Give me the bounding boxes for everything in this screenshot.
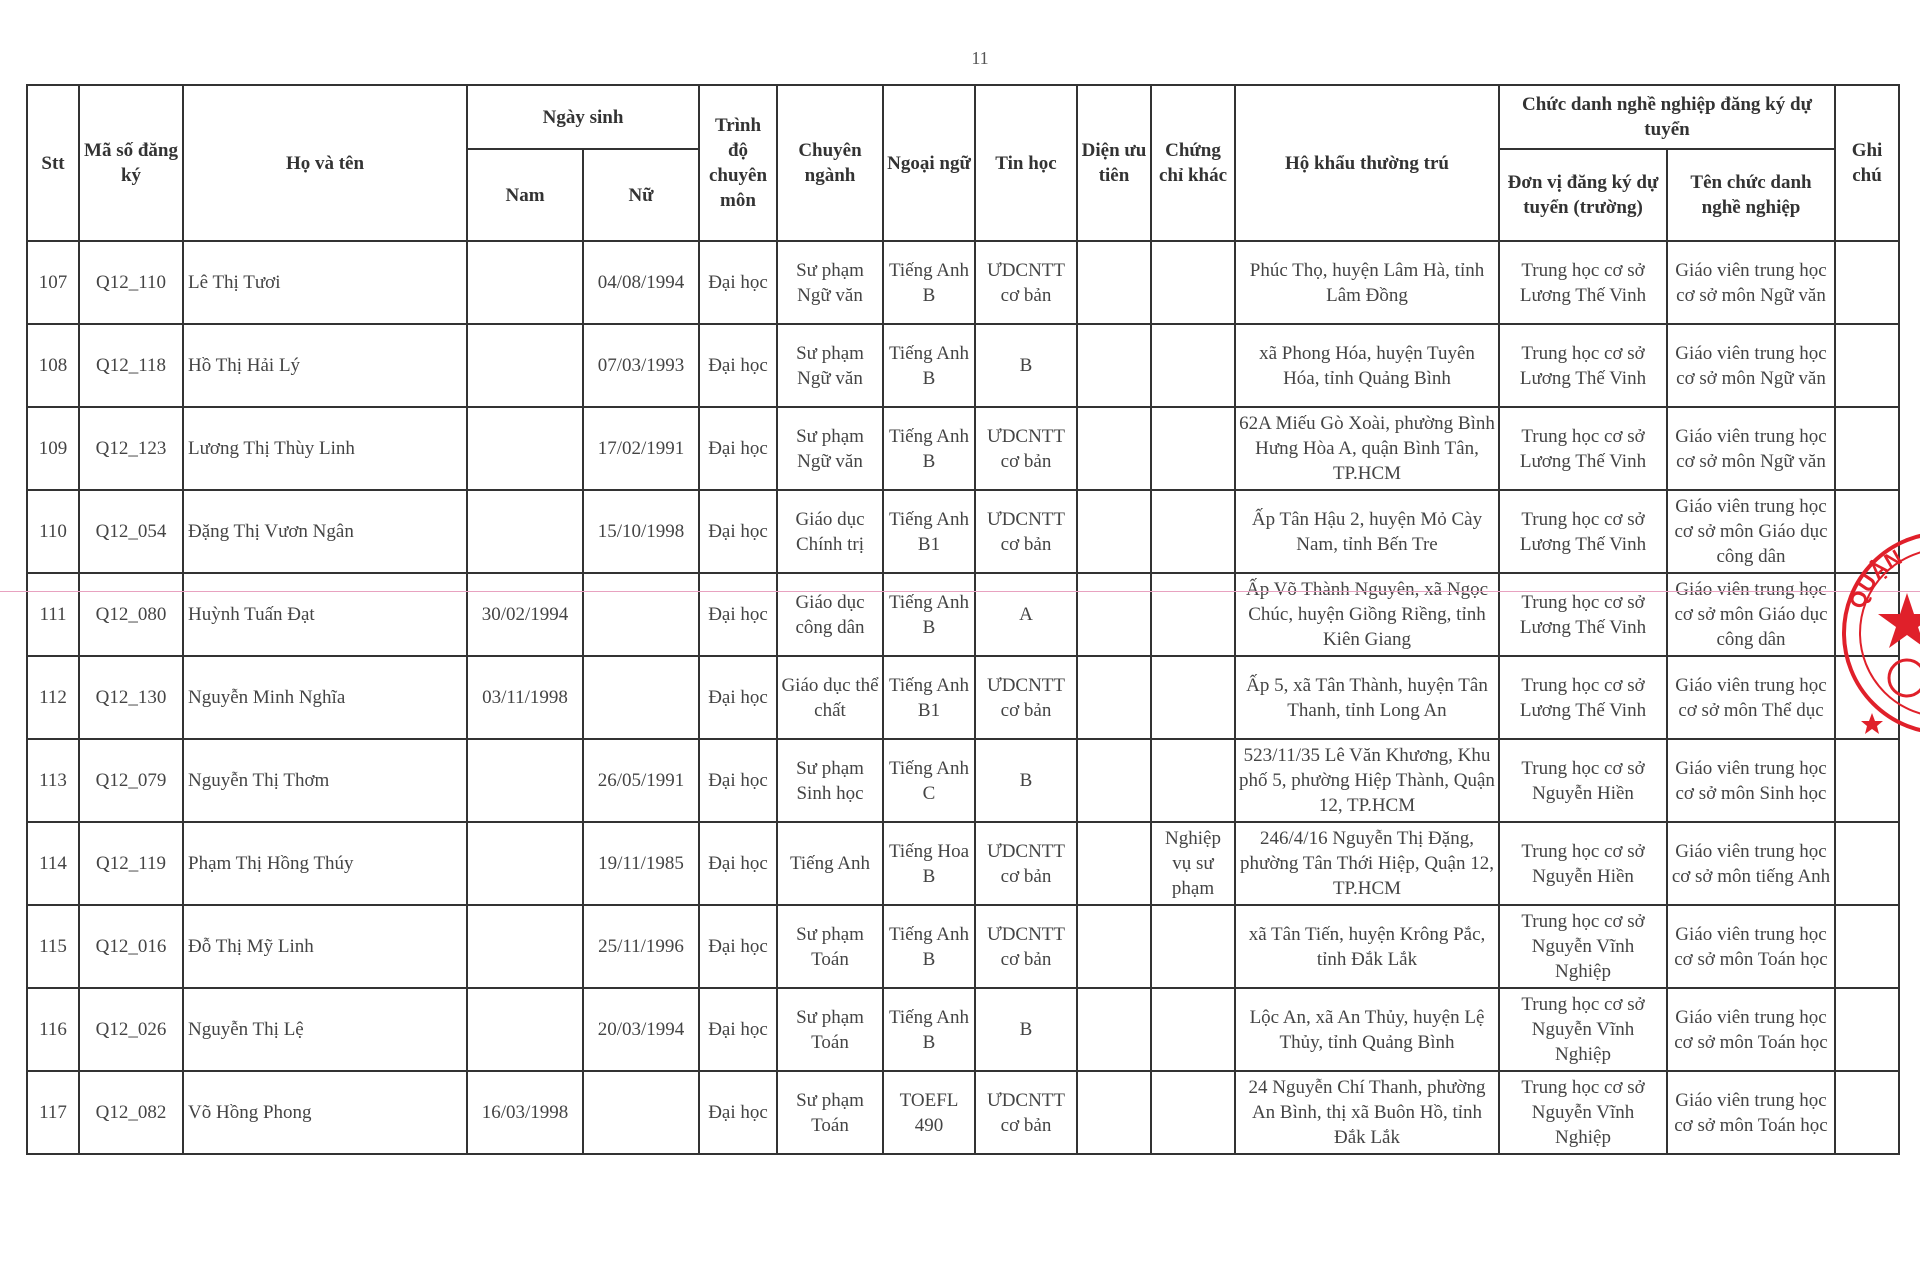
cell-trinh-do: Đại học [699, 739, 777, 822]
cell-nam [467, 490, 583, 573]
cell-chung-chi: Nghiệp vụ sư phạm [1151, 822, 1235, 905]
cell-tin-hoc: ƯDCNTT cơ bản [975, 905, 1077, 988]
cell-nu [583, 1071, 699, 1154]
cell-tin-hoc: B [975, 739, 1077, 822]
cell-don-vi: Trung học cơ sở Nguyễn Vĩnh Nghiệp [1499, 1071, 1667, 1154]
cell-stt: 112 [27, 656, 79, 739]
cell-stt: 110 [27, 490, 79, 573]
cell-stt: 107 [27, 241, 79, 324]
cell-stt: 117 [27, 1071, 79, 1154]
cell-chuyen-nganh: Sư phạm Toán [777, 988, 883, 1071]
cell-chuc-danh: Giáo viên trung học cơ sở môn Ngữ văn [1667, 407, 1835, 490]
cell-ma-so: Q12_130 [79, 656, 183, 739]
cell-ma-so: Q12_110 [79, 241, 183, 324]
table-row [27, 241, 1899, 324]
candidate-table [26, 84, 1900, 1155]
table-row [27, 656, 1899, 739]
cell-ho-khau: Ấp Võ Thành Nguyên, xã Ngọc Chúc, huyện Giồng Riềng, tỉnh Kiên Giang [1235, 573, 1499, 656]
header-ghi-chu: Ghi chú [1835, 85, 1899, 241]
cell-ngoai-ngu: Tiếng Anh B [883, 988, 975, 1071]
cell-stt: 114 [27, 822, 79, 905]
cell-ma-so: Q12_123 [79, 407, 183, 490]
cell-chuyen-nganh: Giáo dục công dân [777, 573, 883, 656]
cell-dien-uu-tien [1077, 905, 1151, 988]
header-chuyen-nganh: Chuyên ngành [777, 85, 883, 241]
cell-tin-hoc: ƯDCNTT cơ bản [975, 490, 1077, 573]
cell-nu [583, 656, 699, 739]
page-number: 11 [971, 48, 989, 68]
cell-dien-uu-tien [1077, 241, 1151, 324]
table-row [27, 490, 1899, 573]
cell-ho-ten: Nguyễn Thị Thơm [183, 739, 467, 822]
header-tin-hoc: Tin học [975, 85, 1077, 241]
cell-chuyen-nganh: Sư phạm Sinh học [777, 739, 883, 822]
cell-chung-chi [1151, 905, 1235, 988]
cell-ma-so: Q12_016 [79, 905, 183, 988]
cell-ho-ten: Hồ Thị Hải Lý [183, 324, 467, 407]
cell-don-vi: Trung học cơ sở Lương Thế Vinh [1499, 656, 1667, 739]
cell-chuc-danh: Giáo viên trung học cơ sở môn Toán học [1667, 1071, 1835, 1154]
table-row [27, 905, 1899, 988]
cell-stt: 109 [27, 407, 79, 490]
cell-chuyen-nganh: Sư phạm Ngữ văn [777, 324, 883, 407]
cell-dien-uu-tien [1077, 573, 1151, 656]
cell-ngoai-ngu: Tiếng Hoa B [883, 822, 975, 905]
cell-chuc-danh: Giáo viên trung học cơ sở môn Toán học [1667, 905, 1835, 988]
cell-tin-hoc: ƯDCNTT cơ bản [975, 1071, 1077, 1154]
cell-don-vi: Trung học cơ sở Lương Thế Vinh [1499, 407, 1667, 490]
cell-tin-hoc: B [975, 988, 1077, 1071]
cell-tin-hoc: ƯDCNTT cơ bản [975, 822, 1077, 905]
cell-ho-khau: Ấp 5, xã Tân Thành, huyện Tân Thanh, tỉnh Long An [1235, 656, 1499, 739]
cell-chuc-danh: Giáo viên trung học cơ sở môn Sinh học [1667, 739, 1835, 822]
cell-ngoai-ngu: Tiếng Anh B1 [883, 490, 975, 573]
cell-stt: 115 [27, 905, 79, 988]
cell-nam [467, 407, 583, 490]
cell-chuyen-nganh: Sư phạm Toán [777, 1071, 883, 1154]
cell-tin-hoc: ƯDCNTT cơ bản [975, 656, 1077, 739]
cell-chung-chi [1151, 573, 1235, 656]
cell-ho-khau: xã Tân Tiến, huyện Krông Pắc, tỉnh Đắk Lắk [1235, 905, 1499, 988]
cell-ngoai-ngu: Tiếng Anh B [883, 241, 975, 324]
cell-ho-khau: Ấp Tân Hậu 2, huyện Mỏ Cày Nam, tỉnh Bến Tre [1235, 490, 1499, 573]
cell-dien-uu-tien [1077, 988, 1151, 1071]
cell-nu: 17/02/1991 [583, 407, 699, 490]
cell-ho-ten: Huỳnh Tuấn Đạt [183, 573, 467, 656]
cell-ngoai-ngu: TOEFL 490 [883, 1071, 975, 1154]
table-row [27, 407, 1899, 490]
cell-ma-so: Q12_079 [79, 739, 183, 822]
cell-trinh-do: Đại học [699, 905, 777, 988]
cell-don-vi: Trung học cơ sở Lương Thế Vinh [1499, 241, 1667, 324]
cell-ngoai-ngu: Tiếng Anh C [883, 739, 975, 822]
cell-chung-chi [1151, 490, 1235, 573]
cell-dien-uu-tien [1077, 656, 1151, 739]
cell-trinh-do: Đại học [699, 1071, 777, 1154]
cell-ho-khau: Lộc An, xã An Thủy, huyện Lệ Thủy, tỉnh Quảng Bình [1235, 988, 1499, 1071]
cell-chung-chi [1151, 656, 1235, 739]
table-row [27, 988, 1899, 1071]
header-nu: Nữ [583, 149, 699, 241]
cell-nam [467, 822, 583, 905]
cell-chuc-danh: Giáo viên trung học cơ sở môn Ngữ văn [1667, 241, 1835, 324]
cell-chuyen-nganh: Sư phạm Toán [777, 905, 883, 988]
cell-chung-chi [1151, 324, 1235, 407]
seal-star-icon [1878, 593, 1920, 648]
cell-dien-uu-tien [1077, 739, 1151, 822]
cell-stt: 111 [27, 573, 79, 656]
cell-nu: 20/03/1994 [583, 988, 699, 1071]
cell-chung-chi [1151, 241, 1235, 324]
cell-don-vi: Trung học cơ sở Lương Thế Vinh [1499, 573, 1667, 656]
cell-tin-hoc: ƯDCNTT cơ bản [975, 407, 1077, 490]
cell-nam: 16/03/1998 [467, 1071, 583, 1154]
cell-nu: 15/10/1998 [583, 490, 699, 573]
cell-ngoai-ngu: Tiếng Anh B [883, 905, 975, 988]
cell-nu [583, 573, 699, 656]
cell-tin-hoc: B [975, 324, 1077, 407]
cell-dien-uu-tien [1077, 490, 1151, 573]
cell-tin-hoc: A [975, 573, 1077, 656]
cell-ho-khau: 62A Miếu Gò Xoài, phường Bình Hưng Hòa A, quận Bình Tân, TP.HCM [1235, 407, 1499, 490]
cell-ho-ten: Lương Thị Thùy Linh [183, 407, 467, 490]
header-chuc-danh: Chức danh nghề nghiệp đăng ký dự tuyển [1499, 85, 1835, 149]
seal-small-star-icon [1861, 713, 1883, 734]
header-ma-so: Mã số đăng ký [79, 85, 183, 241]
cell-ghi-chu [1835, 988, 1899, 1071]
cell-trinh-do: Đại học [699, 988, 777, 1071]
cell-don-vi: Trung học cơ sở Nguyễn Vĩnh Nghiệp [1499, 988, 1667, 1071]
fold-line [0, 591, 1920, 592]
cell-nam: 30/02/1994 [467, 573, 583, 656]
cell-chuyen-nganh: Giáo dục thể chất [777, 656, 883, 739]
cell-ghi-chu [1835, 739, 1899, 822]
cell-ho-khau: xã Phong Hóa, huyện Tuyên Hóa, tỉnh Quảng Bình [1235, 324, 1499, 407]
cell-chung-chi [1151, 988, 1235, 1071]
cell-ho-ten: Phạm Thị Hồng Thúy [183, 822, 467, 905]
cell-ho-ten: Võ Hồng Phong [183, 1071, 467, 1154]
cell-stt: 113 [27, 739, 79, 822]
header-dien-uu-tien: Diện ưu tiên [1077, 85, 1151, 241]
cell-dien-uu-tien [1077, 1071, 1151, 1154]
cell-chuyen-nganh: Sư phạm Ngữ văn [777, 407, 883, 490]
cell-trinh-do: Đại học [699, 407, 777, 490]
cell-ngoai-ngu: Tiếng Anh B1 [883, 656, 975, 739]
cell-ma-so: Q12_119 [79, 822, 183, 905]
header-ngoai-ngu: Ngoại ngữ [883, 85, 975, 241]
cell-ma-so: Q12_082 [79, 1071, 183, 1154]
cell-ho-ten: Nguyễn Thị Lệ [183, 988, 467, 1071]
cell-nam: 03/11/1998 [467, 656, 583, 739]
cell-chuc-danh: Giáo viên trung học cơ sở môn Toán học [1667, 988, 1835, 1071]
cell-chuc-danh: Giáo viên trung học cơ sở môn Giáo dục công dân [1667, 490, 1835, 573]
cell-dien-uu-tien [1077, 324, 1151, 407]
cell-ma-so: Q12_054 [79, 490, 183, 573]
cell-ho-khau: Phúc Thọ, huyện Lâm Hà, tỉnh Lâm Đồng [1235, 241, 1499, 324]
cell-ma-so: Q12_080 [79, 573, 183, 656]
cell-nam [467, 905, 583, 988]
cell-stt: 116 [27, 988, 79, 1071]
cell-nu: 07/03/1993 [583, 324, 699, 407]
cell-ho-ten: Đặng Thị Vươn Ngân [183, 490, 467, 573]
cell-trinh-do: Đại học [699, 490, 777, 573]
cell-ngoai-ngu: Tiếng Anh B [883, 324, 975, 407]
header-trinh-do: Trình độ chuyên môn [699, 85, 777, 241]
header-ngay-sinh: Ngày sinh [467, 85, 699, 149]
seal-text-path: QUẬN [1844, 544, 1906, 612]
cell-ho-ten: Đỗ Thị Mỹ Linh [183, 905, 467, 988]
header-stt: Stt [27, 85, 79, 241]
seal-text [1844, 544, 1906, 611]
cell-ho-ten: Nguyễn Minh Nghĩa [183, 656, 467, 739]
cell-ho-khau: 246/4/16 Nguyễn Thị Đặng, phường Tân Thới Hiệp, Quận 12, TP.HCM [1235, 822, 1499, 905]
cell-nam [467, 324, 583, 407]
cell-chuyen-nganh: Tiếng Anh [777, 822, 883, 905]
cell-chuc-danh: Giáo viên trung học cơ sở môn Thể dục [1667, 656, 1835, 739]
cell-chung-chi [1151, 407, 1235, 490]
cell-stt: 108 [27, 324, 79, 407]
cell-dien-uu-tien [1077, 407, 1151, 490]
cell-dien-uu-tien [1077, 822, 1151, 905]
cell-ma-so: Q12_118 [79, 324, 183, 407]
cell-don-vi: Trung học cơ sở Lương Thế Vinh [1499, 490, 1667, 573]
cell-ngoai-ngu: Tiếng Anh B [883, 407, 975, 490]
cell-chung-chi [1151, 1071, 1235, 1154]
cell-nu: 26/05/1991 [583, 739, 699, 822]
header-chung-chi: Chứng chỉ khác [1151, 85, 1235, 241]
header-ho-khau: Hộ khẩu thường trú [1235, 85, 1499, 241]
cell-trinh-do: Đại học [699, 822, 777, 905]
cell-ghi-chu [1835, 905, 1899, 988]
cell-ghi-chu [1835, 241, 1899, 324]
cell-nam [467, 241, 583, 324]
cell-chuc-danh: Giáo viên trung học cơ sở môn Ngữ văn [1667, 324, 1835, 407]
cell-nam [467, 988, 583, 1071]
cell-ho-khau: 523/11/35 Lê Văn Khương, Khu phố 5, phường Hiệp Thành, Quận 12, TP.HCM [1235, 739, 1499, 822]
header-ho-ten: Họ và tên [183, 85, 467, 241]
cell-don-vi: Trung học cơ sở Nguyễn Hiền [1499, 822, 1667, 905]
seal-gear-icon [1889, 660, 1920, 696]
table-row [27, 739, 1899, 822]
cell-trinh-do: Đại học [699, 656, 777, 739]
table-row [27, 324, 1899, 407]
cell-nam [467, 739, 583, 822]
table-row [27, 822, 1899, 905]
cell-nu: 19/11/1985 [583, 822, 699, 905]
cell-tin-hoc: ƯDCNTT cơ bản [975, 241, 1077, 324]
cell-ghi-chu [1835, 407, 1899, 490]
cell-ho-khau: 24 Nguyễn Chí Thanh, phường An Bình, thị xã Buôn Hồ, tỉnh Đắk Lắk [1235, 1071, 1499, 1154]
cell-chuyen-nganh: Giáo dục Chính trị [777, 490, 883, 573]
cell-ngoai-ngu: Tiếng Anh B [883, 573, 975, 656]
cell-don-vi: Trung học cơ sở Lương Thế Vinh [1499, 324, 1667, 407]
cell-trinh-do: Đại học [699, 241, 777, 324]
cell-ghi-chu [1835, 822, 1899, 905]
header-ten-chuc-danh: Tên chức danh nghề nghiệp [1667, 149, 1835, 241]
cell-don-vi: Trung học cơ sở Nguyễn Vĩnh Nghiệp [1499, 905, 1667, 988]
cell-trinh-do: Đại học [699, 324, 777, 407]
cell-ghi-chu [1835, 324, 1899, 407]
cell-ghi-chu [1835, 1071, 1899, 1154]
cell-ho-ten: Lê Thị Tươi [183, 241, 467, 324]
table-row [27, 1071, 1899, 1154]
cell-trinh-do: Đại học [699, 573, 777, 656]
cell-nu: 04/08/1994 [583, 241, 699, 324]
header-nam: Nam [467, 149, 583, 241]
table-row [27, 573, 1899, 656]
header-don-vi: Đơn vị đăng ký dự tuyển (trường) [1499, 149, 1667, 241]
cell-don-vi: Trung học cơ sở Nguyễn Hiền [1499, 739, 1667, 822]
cell-ma-so: Q12_026 [79, 988, 183, 1071]
cell-chuc-danh: Giáo viên trung học cơ sở môn tiếng Anh [1667, 822, 1835, 905]
cell-chuyen-nganh: Sư phạm Ngữ văn [777, 241, 883, 324]
cell-chung-chi [1151, 739, 1235, 822]
cell-nu: 25/11/1996 [583, 905, 699, 988]
cell-chuc-danh: Giáo viên trung học cơ sở môn Giáo dục công dân [1667, 573, 1835, 656]
official-seal [1832, 518, 1920, 748]
